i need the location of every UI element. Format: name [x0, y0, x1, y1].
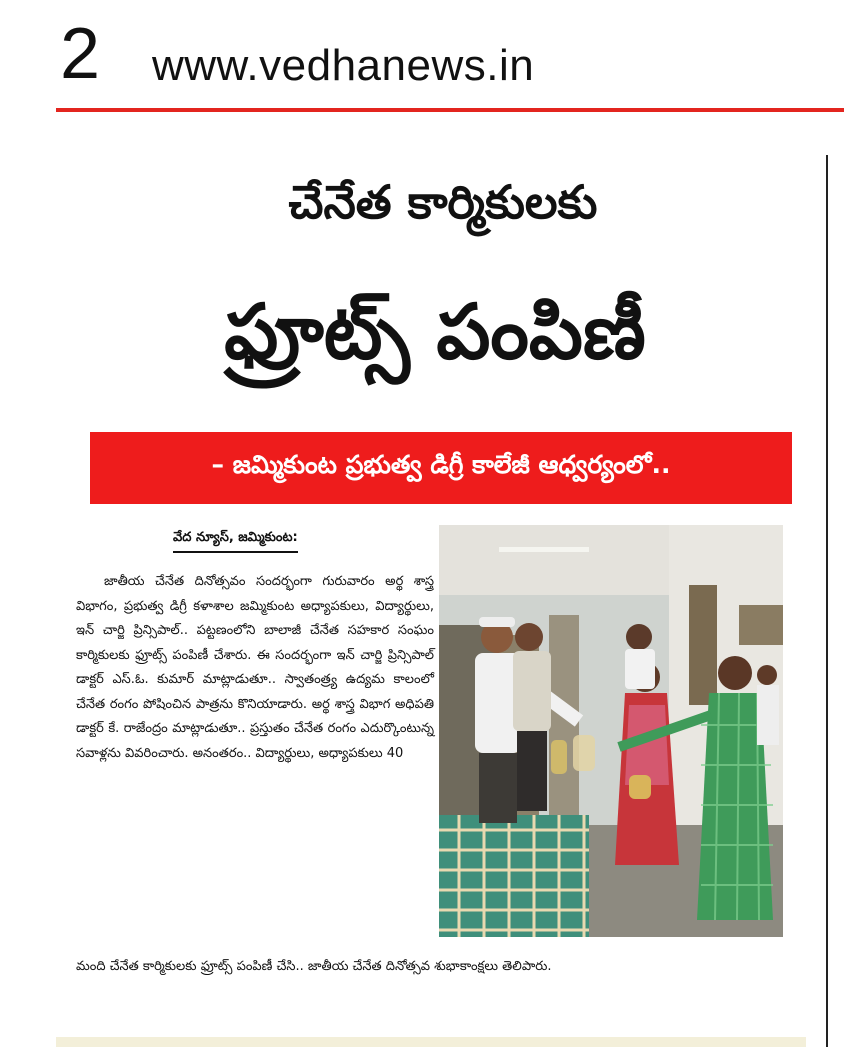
photo-illustration [439, 525, 783, 937]
subheadline-text: – జమ్మికుంట ప్రభుత్వ డిగ్రీ కాలేజీ ఆధ్వర్యంలో.. [211, 450, 671, 479]
bottom-ad-strip [56, 1037, 806, 1047]
headline-line-1: చేనేత కార్మికులకు [288, 175, 598, 229]
subheadline-banner [90, 432, 792, 504]
page-number: 2 [60, 14, 101, 94]
article-body-last-line: మంది చేనేత కార్మికులకు ఫ్రూట్స్ పంపిణీ చేసి.. జాతీయ చేనేత దినోత్సవ శుభాకాంక్షలు తెలిపారు. [76, 959, 552, 974]
website-url[interactable]: www.vedhanews.in [152, 41, 535, 90]
article-body: జాతీయ చేనేత దినోత్సవం సందర్భంగా గురువారం అర్థ శాస్త్ర విభాగం, ప్రభుత్వ డిగ్రీ కళాశాల జమ్మికుంట అధ్యాపకులు, విద్యార్థులు, ఇన్ చార్జి ప్రిన్సిపాల్.. పట్టణంలోని బాలాజీ చేనేత సహకార సంఘం కార్మికులకు ఫ్రూట్స్ పంపిణీ చేశారు. ఈ సందర్భంగా ఇన్ చార్జి ప్రిన్సిపాల్ డాక్టర్ ఎస్.ఓ. కుమార్ మాట్లాడుతూ.. స్వాతంత్ర్య ఉద్యమ కాలంలో చేనేత రంగం పోషించిన పాత్రను కొనియాడారు. అర్థ శాస్త్ర విభాగ అధిపతి డాక్టర్ కే. రాజేంద్రం మాట్లాడుతూ.. ప్రస్తుతం చేనేత రంగం ఎదుర్కొంటున్న సవాళ్లను వివరించారు. అనంతరం.. విద్యార్థులు, అధ్యాపకులు 40 [76, 574, 434, 761]
article-photo [439, 525, 783, 937]
header-divider [56, 108, 844, 112]
headline-line-2: ఫ్రూట్స్ పంపిణీ [224, 287, 646, 376]
byline: వేద న్యూస్, జమ్మికుంట: [173, 530, 298, 553]
